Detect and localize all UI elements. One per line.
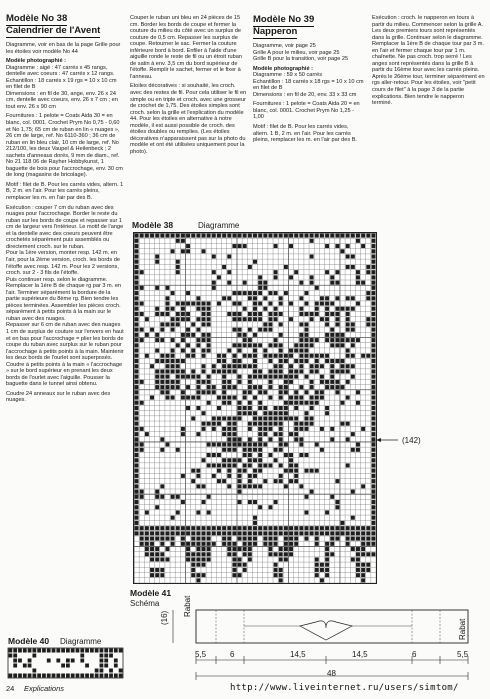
col4-p0: Exécution : croch. le napperon en tours à partir du milieu. Commencer selon la grille A. Les deux premiers tours sont représentés dans la grille. Continuer selon le diagramme. Remplacer la 1ère B de chaque tour par 3 m. en l'air et fermer chaque tour par 1 m. chaînette. Ne pas croch. trop serré ! Les anges sont représentés dans la grille B à partir du 16ème tour avec les carrés pleins. Après le 26ème tour, terminer séparément en rgs aller-retour. Pour les étoiles, voir "petit cours de filet" à la page 3 de la partie explications. Bien tendre le napperon terminé. — [372, 15, 485, 107]
m39-p1: Grille A pour le milieu, voir page 25 — [253, 49, 340, 56]
m39-subtitle: Napperon — [253, 26, 298, 37]
page-number: 24 — [6, 684, 15, 693]
fig41-dim-1: 6 — [230, 650, 235, 659]
m39-p4: Diagramme : 59 x 50 carrés — [253, 72, 323, 79]
m38-p3: Echantillon : 18 carrés x 19 rgs = 10 x 10 cm en filet de B — [6, 77, 117, 91]
fig41-height: (16) — [160, 610, 169, 625]
fig41-dim-0: 5,5 — [195, 650, 207, 659]
fig41-rabat-left: Rabat — [183, 595, 192, 617]
fig41-dim-2: 14,5 — [290, 650, 306, 659]
m38-p7: Exécution : couper 7 cm du ruban avec des nuages pour l'accrochage. Border le reste du ruban sur les bords de coupe et repasser sur 1 cm de largeur vers l'intérieur. Le motif de l'ange et la dentelle avec des coeurs peuvent être crochetés séparément puis assemblés ou directement croch. sur le ruban. — [6, 204, 124, 250]
m38-p4: Dimensions : en fil de 30, ange, env. 26 x 24 cm, dentelle avec coeurs, env. 26 x 7 cm ; en tout env. 26 x 90 cm — [6, 90, 118, 110]
m38-p5: Fournitures : 1 pelote = Coats Aida 30 = en blanc, col. 0001. Crochet Prym No 0,75 - 0,60 et No 1,75; 65 cm de ruban en lin « nuages », 26 cm de large, ref. No 6110-360 ; 36 cm de ruban en lin bleu clair, 10 cm de large, ref. No 212/100, les deux Vaupel & Heilenbeck ; 2 sachets d'anneaux dorés, 9 mm de diam., ref. No 21 118 06 de Rayher Hobbykunst, 1 baguette de bois pour l'accrochage, env. 30 cm de long (magasins de bricolage). — [6, 113, 123, 179]
fig40-label: Modèle 40 — [8, 636, 50, 646]
m38-title: Modèle No 38 — [6, 13, 68, 24]
m38-p8: Pour la 1ère version, monter resp. 142 m. en l'air, pour la 2ème version, croch. les bords de l'étoffe avec resp. 142 m. Pour les 2 versions, croch. sur 2 - 3 fils de l'étoffe. — [6, 250, 120, 277]
fig41-dim-4: 6 — [412, 650, 417, 659]
fig38-row-marker: (142) — [402, 436, 421, 445]
fig38-caption: Diagramme — [198, 221, 240, 230]
m38-p1: Modèle photographié : — [6, 58, 66, 65]
m38-subtitle: Calendrier de l'Avent — [6, 25, 101, 36]
m39-title: Modèle No 39 — [253, 14, 315, 25]
m38-p9: Puis continuer resp. selon le diagramme. Remplacer la 1ère B de chaque rg par 3 m. en l'air. Terminer séparément la bordure de la partie supérieure du 8ème rg. Bien tendre les pièces terminées. Assembler les pièces croch. séparément à petits points à la main sur le ruban avec des nuages. — [6, 276, 122, 322]
m39-p7: Fournitures : 1 pelote = Coats Aida 20 = en blanc, col. 0001. Crochet Prym No 1,25 - 1,00 — [253, 101, 360, 121]
fig38-label: Modèle 38 — [132, 220, 174, 230]
fig41-total: 48 — [327, 669, 336, 678]
m38-p0: Diagramme, voir en bas de la page Grille pour les étoiles voir modèle No 44 — [6, 42, 121, 55]
fig41-caption: Schéma — [130, 599, 160, 608]
m39-p2: Grille B pour la transition, voir page 25 — [253, 56, 349, 63]
m38-p2: Diagramme : aigé : 47 carrés x 45 rangs, dentelle avec coeurs : 47 carrés x 12 rangs. — [6, 64, 115, 78]
col2-p0: Couper le ruban uni bleu en 24 pièces de 15 cm. Border les bords de coupe et fermer la couture du milieu du côté avec un surplus de couture de 0,5 cm. Repasser les surplus de coupe. Retourner le sac. Fermer la couture inférieure bord à bord. Enfiler à l'aide d'une aiguille ronde le reste de fil ou un étroit ruban de satin à env. 3,5 cm du bord supérieur de l'étoffe. Remplir le sachet, fermer et le fixer à l'anneau. — [130, 15, 242, 80]
fig41-dim-5: 5,5 — [457, 650, 469, 659]
m38-p10: Repasser sur 6 cm de ruban avec des nuages 1 cm de surplus de couture sur l'envers en haut et en bas pour l'accrochage = plier les bords de coupe du ruban avec surplus sur le ruban pour l'accrochage à petits points à la main. Maintenir les deux bords de l'ourlet sont superposés. Coudre à petits points à la main « l'accrochage » sur le bord supérieur en prenant les deux bords de l'ourlet avec l'aiguille. Pousser la baguette dans le tunnel ainsi obtenu. — [6, 322, 124, 388]
fig40-caption: Diagramme — [60, 637, 102, 646]
m39-p3: Modèle photographié : — [253, 65, 313, 72]
m38-p11: Coudre 24 anneaux sur le ruban avec des nuages. — [6, 390, 111, 404]
m39-p8: Motif : filet de B. Pour les carrés vides, altern. 1 B, 2 m. en l'air. Pour les carrés pleins, remplacer les m. en l'air par des B. — [253, 124, 357, 144]
col2-p1: Etoiles décoratives : si souhaité, les croch. avec des restes de fil. Pour cela utiliser le fil en simple ou en triple et croch. avec une grosseur de crochet de 1,75. Des étoiles simples sont croch. selon la grille et l'explication du modèle 44. Pour les étoiles en alternative à notre modèle, il est aussi possible de croch. des étoiles doubles ou remplies. (Les étoiles décoratives n'apparaissent pas sur la photo du modèle et ont été utilisées uniquement pour la photo). — [130, 83, 247, 155]
fig41-label: Modèle 41 — [130, 588, 172, 598]
fig41-dim-3: 14,5 — [352, 650, 368, 659]
m39-p6: Dimensions : en fil de 20, env. 33 x 33 cm — [253, 91, 357, 98]
footer-section: Explications — [24, 684, 65, 693]
m39-p5: Echantillon : 18 carrés x 18 rgs = 10 x 10 cm en filet de B — [253, 78, 364, 92]
fig41-rabat-right: Rabat — [458, 618, 467, 640]
m38-p6: Motif : filet de B. Pour les carrés vides, altern. 1 B, 2 m. en l'air. Pour les carrés pleins, remplacer les m. en l'air par des B. — [6, 181, 124, 202]
m39-p0: Diagramme, voir page 25 — [253, 43, 316, 49]
watermark-url: http://www.liveinternet.ru/users/simtom/ — [230, 683, 459, 693]
